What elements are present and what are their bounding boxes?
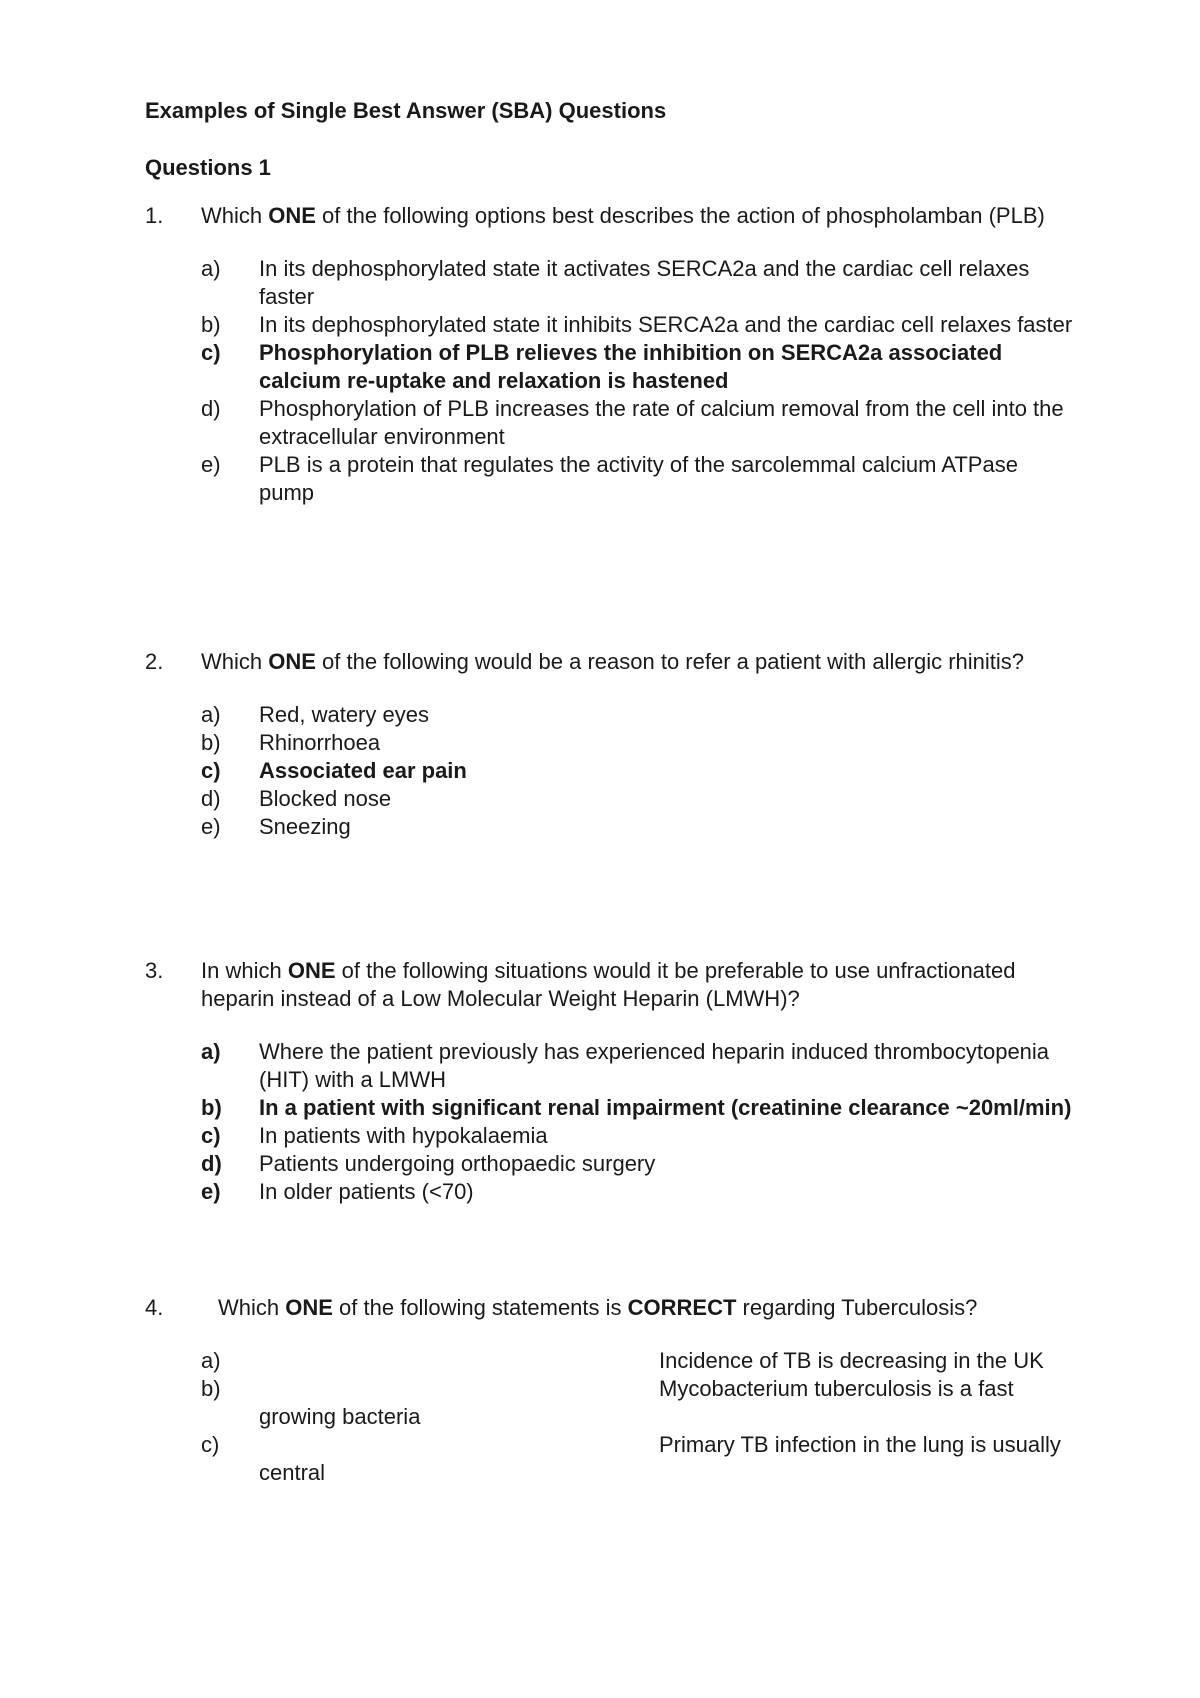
question-emphasis: ONE [285, 1295, 333, 1320]
option-letter: a) [201, 702, 221, 727]
option-text: Incidence of TB is decreasing in the UK [659, 1348, 1044, 1373]
option-item [201, 1431, 1075, 1487]
option-letter: a) [201, 256, 221, 281]
option-text: PLB is a protein that regulates the activity of the sarcolemmal calcium ATPase pump [259, 452, 1018, 505]
section-heading: Questions 1 [145, 155, 271, 180]
option-item-correct [201, 1094, 1075, 1122]
option-item [201, 451, 1075, 507]
option-letter: b) [201, 1376, 221, 1401]
option-letter: b) [201, 1095, 222, 1120]
option-letter: a) [201, 1348, 221, 1373]
option-item [201, 395, 1075, 451]
option-item [201, 1150, 1075, 1178]
question-emphasis: ONE [268, 649, 316, 674]
option-item [201, 729, 1075, 757]
option-item [201, 255, 1075, 311]
option-letter: b) [201, 730, 221, 755]
question-2 [145, 648, 1075, 841]
document-title: Examples of Single Best Answer (SBA) Questions [145, 98, 667, 123]
option-item [201, 1038, 1075, 1094]
option-list [201, 255, 1075, 507]
option-letter: e) [201, 1179, 221, 1204]
option-letter: d) [201, 786, 221, 811]
option-letter: d) [201, 396, 221, 421]
option-item-correct [201, 339, 1075, 395]
question-emphasis: ONE [287, 958, 336, 983]
option-letter: b) [201, 312, 221, 337]
question-3 [145, 957, 1075, 1206]
option-text: Where the patient previously has experienced heparin induced thrombocytopenia (HIT) with a LMWH [259, 1039, 1050, 1092]
option-text: Associated ear pain [259, 758, 467, 783]
option-item [201, 1178, 1075, 1206]
option-letter: c) [201, 758, 221, 783]
option-item [201, 813, 1075, 841]
option-list [201, 1038, 1075, 1206]
option-text: In a patient with significant renal impairment (creatinine clearance ~20ml/min) [259, 1095, 1072, 1120]
option-letter: c) [201, 340, 221, 365]
option-letter: c) [201, 1123, 221, 1148]
option-letter: d) [201, 1151, 222, 1176]
question-stem: In which ONE of the following situations would it be preferable to use unfractionated heparin instead of a Low Molecular Weight Heparin (LMWH)? [201, 958, 1016, 1011]
option-item [201, 1347, 1075, 1375]
question-1 [145, 202, 1075, 507]
option-text: Phosphorylation of PLB increases the rate of calcium removal from the cell into the extracellular environment [259, 396, 1064, 449]
option-item-correct [201, 757, 1075, 785]
question-stem: Which ONE of the following statements is CORRECT regarding Tuberculosis? [218, 1295, 978, 1320]
option-text: Primary TB infection in the lung is usually central [259, 1432, 1061, 1485]
option-text: Rhinorrhoea [259, 730, 381, 755]
question-emphasis: ONE [268, 203, 316, 228]
option-item [201, 785, 1075, 813]
option-letter: e) [201, 814, 221, 839]
question-stem: Which ONE of the following would be a reason to refer a patient with allergic rhinitis? [201, 649, 1024, 674]
option-text: In patients with hypokalaemia [259, 1123, 548, 1148]
option-letter: a) [201, 1039, 221, 1064]
option-text: Mycobacterium tuberculosis is a fast growing bacteria [259, 1376, 1014, 1429]
option-item [201, 1375, 1075, 1431]
option-letter: c) [201, 1432, 220, 1457]
option-list [201, 701, 1075, 841]
question-number: 2. [145, 649, 164, 674]
option-text: Patients undergoing orthopaedic surgery [259, 1151, 656, 1176]
question-4 [145, 1294, 1075, 1487]
option-text: Red, watery eyes [259, 702, 429, 727]
option-text: Sneezing [259, 814, 351, 839]
option-text: In its dephosphorylated state it activates SERCA2a and the cardiac cell relaxes faster [259, 256, 1030, 309]
question-emphasis: CORRECT [627, 1295, 737, 1320]
option-text: Phosphorylation of PLB relieves the inhibition on SERCA2a associated calcium re-uptake and relaxation is hastened [259, 340, 1003, 393]
question-number: 1. [145, 203, 164, 228]
option-item [201, 1122, 1075, 1150]
question-stem: Which ONE of the following options best describes the action of phospholamban (PLB) [201, 203, 1045, 228]
question-number: 3. [145, 958, 164, 983]
option-text: Blocked nose [259, 786, 392, 811]
option-list [201, 1347, 1075, 1487]
option-item [201, 311, 1075, 339]
option-text: In older patients (<70) [259, 1179, 474, 1204]
option-item [201, 701, 1075, 729]
question-number: 4. [145, 1295, 164, 1320]
option-text: In its dephosphorylated state it inhibits SERCA2a and the cardiac cell relaxes faster [259, 312, 1073, 337]
option-letter: e) [201, 452, 221, 477]
